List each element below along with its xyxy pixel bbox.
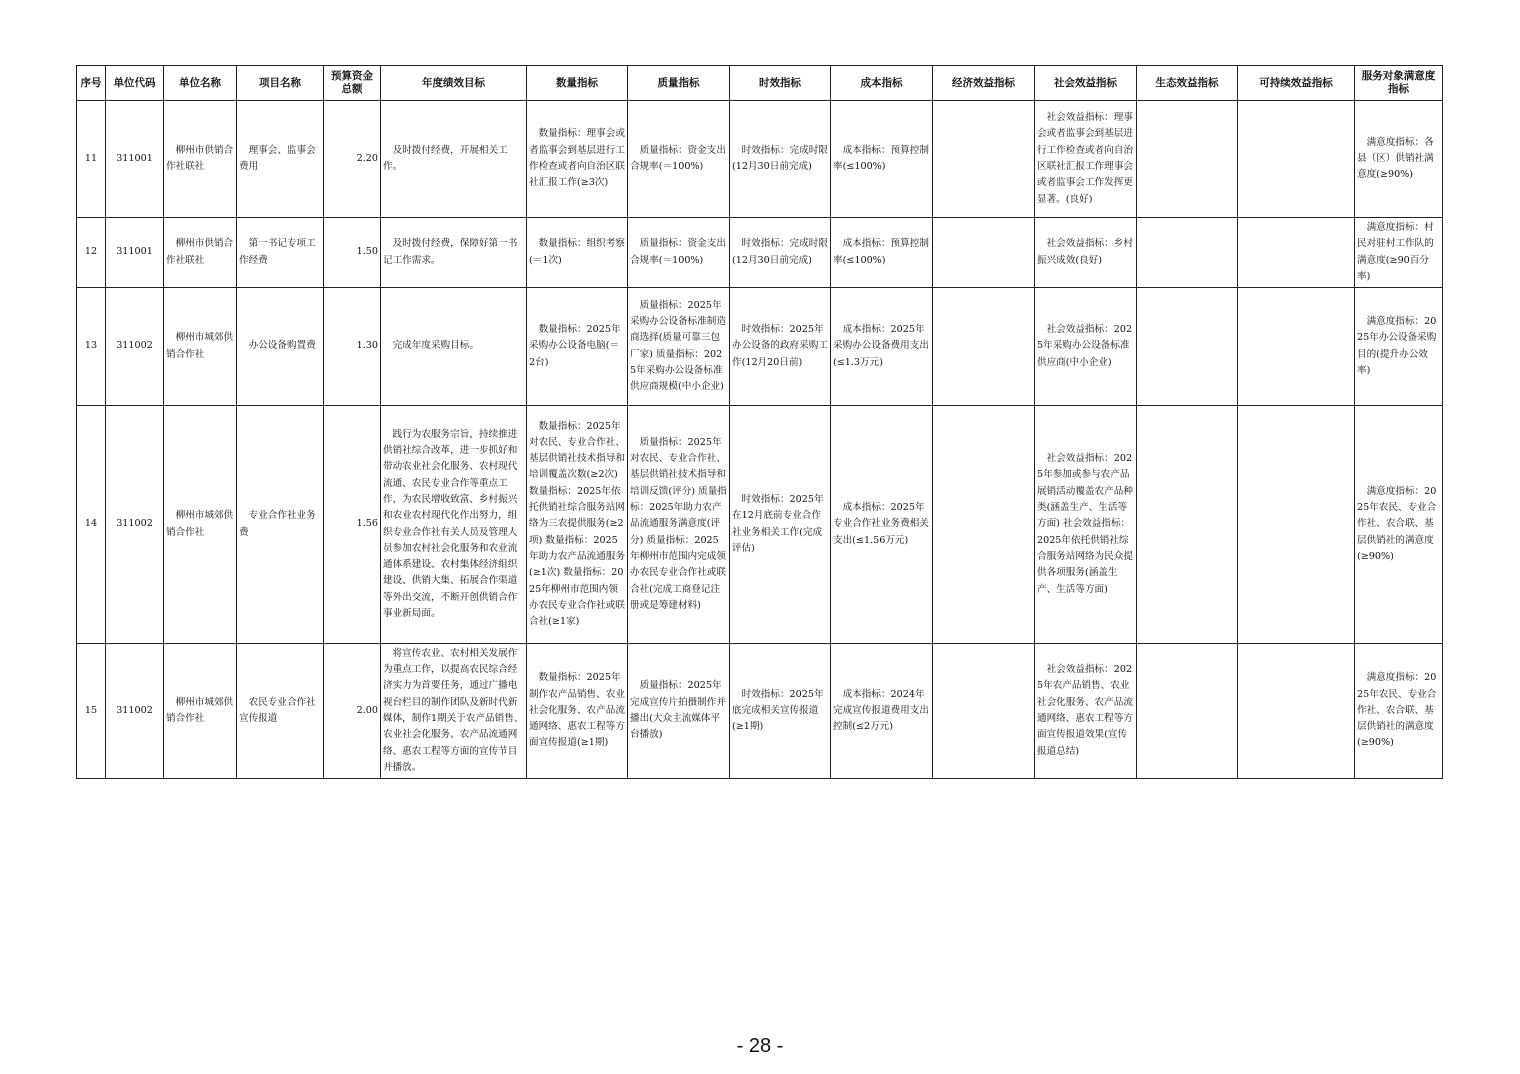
cell-cost: 成本指标：2025年专业合作社业务费相关支出(≤1.56万元) <box>831 406 933 644</box>
cell-cost: 成本指标：预算控制率(≤100%) <box>831 101 933 218</box>
cell-quality: 质量指标：资金支出合规率(＝100%) <box>628 218 730 288</box>
cell-sustainable <box>1238 101 1355 218</box>
cell-ecological <box>1137 406 1238 644</box>
header-social: 社会效益指标 <box>1035 66 1137 101</box>
cell-no: 12 <box>77 218 106 288</box>
table-row <box>77 218 1443 288</box>
cell-satisfaction: 满意度指标：2025年农民、专业合作社、农合联、基层供销社的满意度(≥90%) <box>1355 644 1443 779</box>
table-row <box>77 644 1443 779</box>
cell-quantity: 数量指标：2025年制作农产品销售、农业社会化服务、农产品流通网络、惠农工程等方面宣传报道(≥1期) <box>527 644 628 779</box>
cell-ecological <box>1137 101 1238 218</box>
cell-no: 15 <box>77 644 106 779</box>
cell-no: 13 <box>77 288 106 406</box>
cell-economic <box>933 101 1035 218</box>
cell-goal: 及时拨付经费，开展相关工作。 <box>381 101 527 218</box>
cell-goal: 将宣传农业、农村相关发展作为重点工作，以提高农民综合经济实力为首要任务，通过广播电视台栏目的制作团队及新时代新媒体，制作1期关于农产品销售、农业社会化服务、农产品流通网络、惠农工程等方面的宣传节目并播放。 <box>381 644 527 779</box>
header-unit: 单位名称 <box>164 66 237 101</box>
cell-satisfaction: 满意度指标：2025年农民、专业合作社、农合联、基层供销社的满意度(≥90%) <box>1355 406 1443 644</box>
table-row <box>77 288 1443 406</box>
cell-goal: 践行为农服务宗旨，持续推进供销社综合改革，进一步抓好和带动农业社会化服务、农村现代流通、农民专业合作等重点工作，为农民增收致富、乡村振兴和农业农村现代化作出努力，组织专业合作社有关人员及管理人员参加农村社会化服务和农业流通体系建设、农村集体经济组织建设、供销大集、拓展合作渠道等外出交流，不断开创供销合作事业新局面。 <box>381 406 527 644</box>
header-sustainable: 可持续效益指标 <box>1238 66 1355 101</box>
cell-sustainable <box>1238 218 1355 288</box>
cell-quantity: 数量指标：2025年采购办公设备电脑(＝2台) <box>527 288 628 406</box>
header-satisfaction: 服务对象满意度指标 <box>1355 66 1443 101</box>
cell-unit: 柳州市城郊供销合作社 <box>164 288 237 406</box>
header-budget: 预算资金总额 <box>324 66 381 101</box>
cell-budget: 2.00 <box>324 644 381 779</box>
cell-cost: 成本指标：2024年完成宣传报道费用支出控制(≤2万元) <box>831 644 933 779</box>
header-project: 项目名称 <box>237 66 324 101</box>
cell-goal: 完成年度采购目标。 <box>381 288 527 406</box>
cell-project: 专业合作社业务费 <box>237 406 324 644</box>
header-row <box>77 66 1443 101</box>
cell-satisfaction: 满意度指标：村民对驻村工作队的满意度(≥90百分率) <box>1355 218 1443 288</box>
cell-code: 311002 <box>106 406 164 644</box>
cell-economic <box>933 644 1035 779</box>
cell-timeliness: 时效指标：完成时限(12月30日前完成) <box>730 218 831 288</box>
page-number: - 28 - <box>736 1035 784 1057</box>
cell-sustainable <box>1238 288 1355 406</box>
cell-timeliness: 时效指标：2025年在12月底前专业合作社业务相关工作(完成评估) <box>730 406 831 644</box>
cell-ecological <box>1137 218 1238 288</box>
cell-social: 社会效益指标：2025年采购办公设备标准供应商(中小企业) <box>1035 288 1137 406</box>
cell-sustainable <box>1238 406 1355 644</box>
cell-quality: 质量指标：资金支出合规率(＝100%) <box>628 101 730 218</box>
cell-quality: 质量指标：2025年完成宣传片拍摄制作并播出(大众主流媒体平台播放) <box>628 644 730 779</box>
cell-quantity: 数量指标：理事会或者监事会到基层进行工作检查或者向自治区联社汇报工作(≥3次) <box>527 101 628 218</box>
cell-quantity: 数量指标：2025年对农民、专业合作社、基层供销社技术指导和培训覆盖次数(≥2次) 数量指标：2025年依托供销社综合服务站网络为三农提供服务(≥2项) 数量指标：2025年助力农产品流通服务(≥1次) 数量指标：2025年柳州市范围内领办农民专业合作社或联合社(≥1家) <box>527 406 628 644</box>
cell-economic <box>933 288 1035 406</box>
cell-ecological <box>1137 644 1238 779</box>
cell-unit: 柳州市供销合作社联社 <box>164 218 237 288</box>
cell-project: 第一书记专项工作经费 <box>237 218 324 288</box>
cell-unit: 柳州市城郊供销合作社 <box>164 406 237 644</box>
cell-economic <box>933 406 1035 644</box>
cell-budget: 1.56 <box>324 406 381 644</box>
header-quality: 质量指标 <box>628 66 730 101</box>
cell-social: 社会效益指标：2025年农产品销售、农业社会化服务、农产品流通网络、惠农工程等方面宣传报道效果(宣传报道总结) <box>1035 644 1137 779</box>
cell-code: 311001 <box>106 218 164 288</box>
cell-economic <box>933 218 1035 288</box>
cell-social: 社会效益指标：理事会或者监事会到基层进行工作检查或者向自治区联社汇报工作理事会或者监事会工作发挥更显著。(良好) <box>1035 101 1137 218</box>
cell-budget: 2.20 <box>324 101 381 218</box>
cell-code: 311002 <box>106 288 164 406</box>
cell-satisfaction: 满意度指标：各县（区）供销社满意度(≥90%) <box>1355 101 1443 218</box>
table-row <box>77 406 1443 644</box>
header-code: 单位代码 <box>106 66 164 101</box>
header-quantity: 数量指标 <box>527 66 628 101</box>
performance-table <box>76 65 1443 779</box>
header-ecological: 生态效益指标 <box>1137 66 1238 101</box>
cell-timeliness: 时效指标：2025年底完成相关宣传报道(≥1期) <box>730 644 831 779</box>
cell-cost: 成本指标：预算控制率(≤100%) <box>831 218 933 288</box>
header-no: 序号 <box>77 66 106 101</box>
cell-no: 11 <box>77 101 106 218</box>
cell-quantity: 数量指标：组织考察(＝1次) <box>527 218 628 288</box>
cell-unit: 柳州市供销合作社联社 <box>164 101 237 218</box>
cell-satisfaction: 满意度指标：2025年办公设备采购目的(提升办公效率) <box>1355 288 1443 406</box>
header-economic: 经济效益指标 <box>933 66 1035 101</box>
cell-project: 办公设备购置费 <box>237 288 324 406</box>
header-cost: 成本指标 <box>831 66 933 101</box>
cell-quality: 质量指标：2025年对农民、专业合作社、基层供销社技术指导和培训反馈(评分) 质量指标：2025年助力农产品流通服务满意度(评分) 质量指标：2025年柳州市范围内完成领办农民专业合作社或联合社(完成工商登记注册或是筹建材料) <box>628 406 730 644</box>
cell-quality: 质量指标：2025年采购办公设备标准制造商选择(质量可靠三包厂家) 质量指标：2025年采购办公设备标准供应商规模(中小企业) <box>628 288 730 406</box>
cell-project: 理事会、监事会费用 <box>237 101 324 218</box>
cell-social: 社会效益指标：2025年参加或参与农产品展销活动覆盖农产品种类(涵盖生产、生活等方面) 社会效益指标：2025年依托供销社综合服务站网络为民众提供各项服务(涵盖生产、生活等方面) <box>1035 406 1137 644</box>
cell-budget: 1.50 <box>324 218 381 288</box>
cell-no: 14 <box>77 406 106 644</box>
cell-goal: 及时拨付经费，保障好第一书记工作需求。 <box>381 218 527 288</box>
cell-ecological <box>1137 288 1238 406</box>
header-goal: 年度绩效目标 <box>381 66 527 101</box>
header-timeliness: 时效指标 <box>730 66 831 101</box>
table-row <box>77 101 1443 218</box>
cell-budget: 1.30 <box>324 288 381 406</box>
cell-timeliness: 时效指标：完成时限(12月30日前完成) <box>730 101 831 218</box>
cell-code: 311001 <box>106 101 164 218</box>
cell-social: 社会效益指标：乡村振兴成效(良好) <box>1035 218 1137 288</box>
cell-timeliness: 时效指标：2025年办公设备的政府采购工作(12月20日前) <box>730 288 831 406</box>
cell-unit: 柳州市城郊供销合作社 <box>164 644 237 779</box>
cell-project: 农民专业合作社宣传报道 <box>237 644 324 779</box>
cell-cost: 成本指标：2025年采购办公设备费用支出(≤1.3万元) <box>831 288 933 406</box>
cell-code: 311002 <box>106 644 164 779</box>
cell-sustainable <box>1238 644 1355 779</box>
